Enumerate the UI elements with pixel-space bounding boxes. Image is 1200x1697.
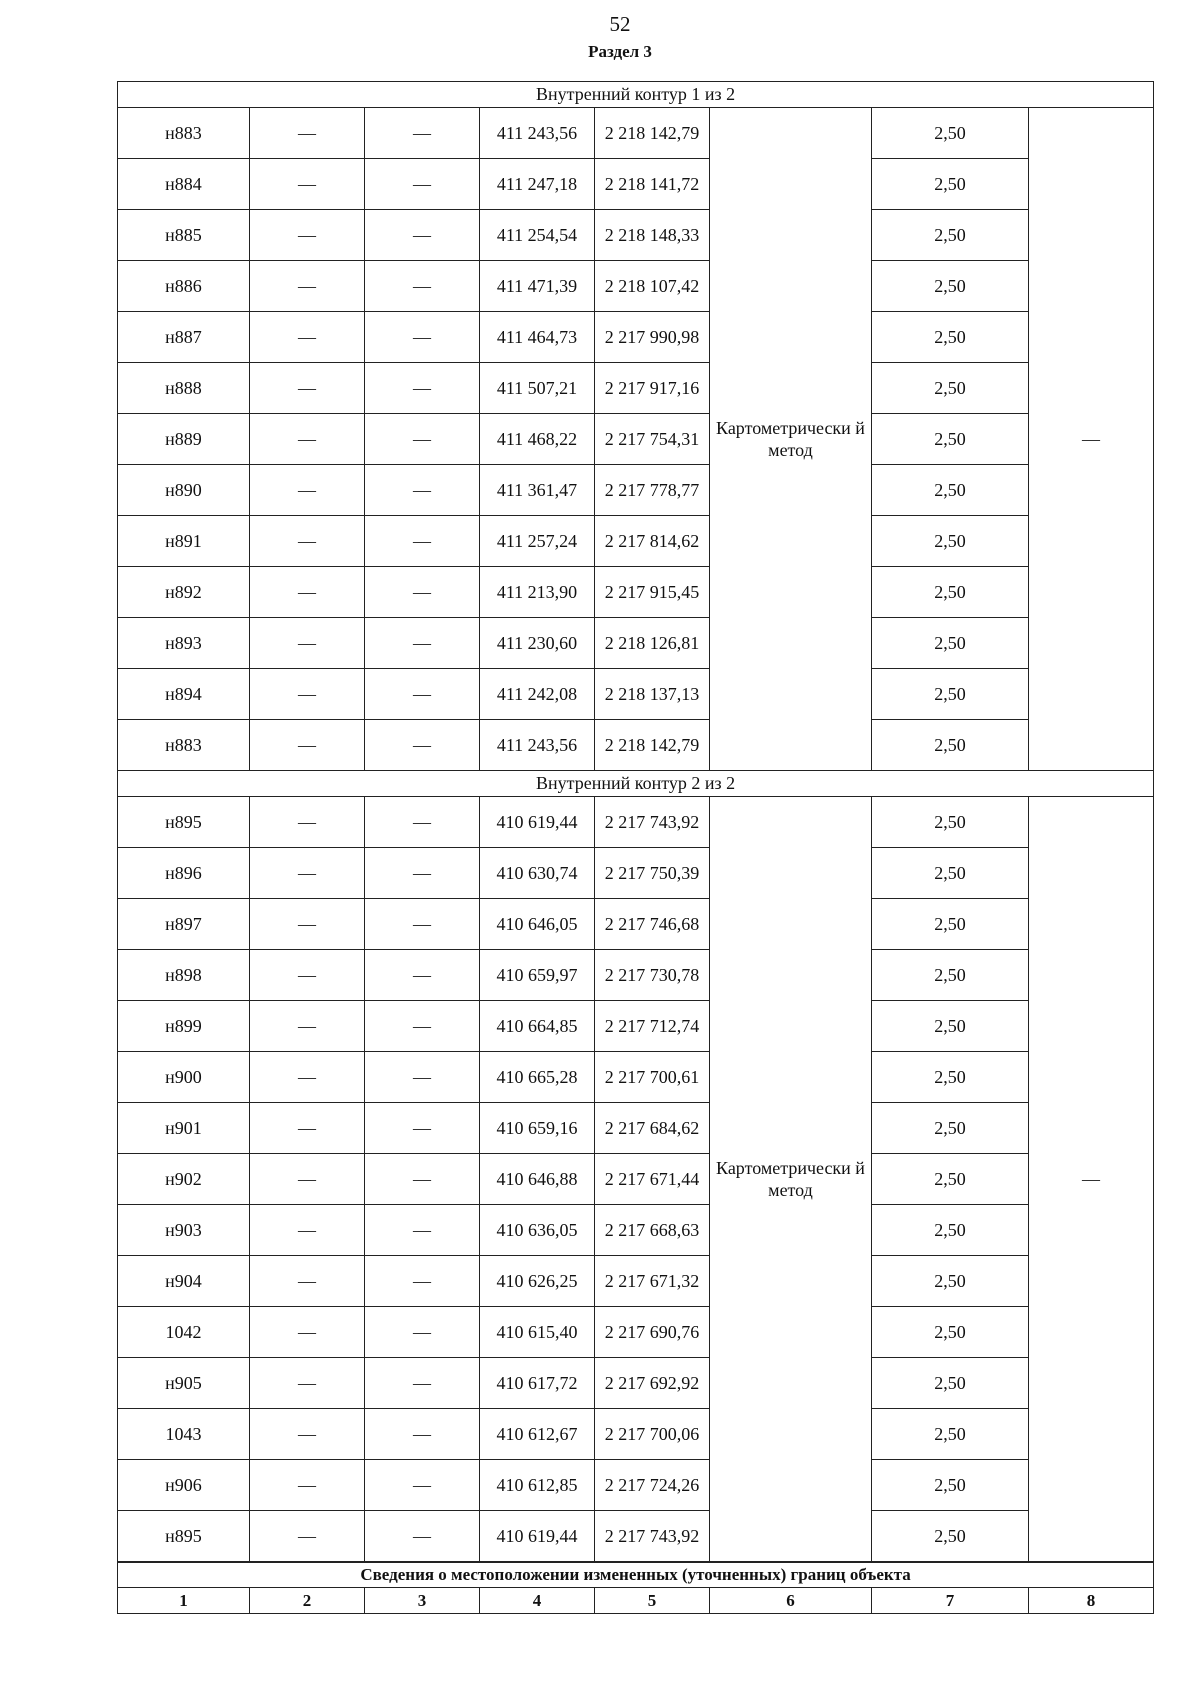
column-2-cell: —	[250, 720, 365, 771]
point-id-cell: н889	[118, 414, 250, 465]
point-id-cell: 1043	[118, 1409, 250, 1460]
y-coordinate-cell: 2 218 141,72	[595, 159, 710, 210]
column-number-cell: 2	[250, 1588, 365, 1614]
x-coordinate-cell: 411 471,39	[480, 261, 595, 312]
column-2-cell: —	[250, 1460, 365, 1511]
point-id-cell: н888	[118, 363, 250, 414]
table-row	[118, 516, 1154, 567]
point-id-cell: н886	[118, 261, 250, 312]
column-2-cell: —	[250, 567, 365, 618]
point-id-cell: н896	[118, 848, 250, 899]
column-2-cell: —	[250, 414, 365, 465]
column-3-cell: —	[365, 899, 480, 950]
y-coordinate-cell: 2 218 126,81	[595, 618, 710, 669]
contour-header-row	[118, 771, 1154, 797]
column-2-cell: —	[250, 516, 365, 567]
point-id-cell: н900	[118, 1052, 250, 1103]
accuracy-cell: 2,50	[872, 567, 1029, 618]
method-cell: Картометрически й метод	[710, 108, 872, 771]
accuracy-cell: 2,50	[872, 950, 1029, 1001]
x-coordinate-cell: 411 254,54	[480, 210, 595, 261]
x-coordinate-cell: 410 646,05	[480, 899, 595, 950]
column-2-cell: —	[250, 1052, 365, 1103]
accuracy-cell: 2,50	[872, 1154, 1029, 1205]
contour-header-row	[118, 82, 1154, 108]
table-row	[118, 1409, 1154, 1460]
table-row	[118, 720, 1154, 771]
y-coordinate-cell: 2 217 668,63	[595, 1205, 710, 1256]
column-3-cell: —	[365, 465, 480, 516]
column-3-cell: —	[365, 797, 480, 848]
point-id-cell: н904	[118, 1256, 250, 1307]
column-2-cell: —	[250, 261, 365, 312]
column-2-cell: —	[250, 210, 365, 261]
column-3-cell: —	[365, 618, 480, 669]
point-id-cell: н893	[118, 618, 250, 669]
accuracy-cell: 2,50	[872, 1409, 1029, 1460]
table-row	[118, 363, 1154, 414]
column-3-cell: —	[365, 1409, 480, 1460]
column-number-cell: 1	[118, 1588, 250, 1614]
table-row	[118, 899, 1154, 950]
column-2-cell: —	[250, 1205, 365, 1256]
column-3-cell: —	[365, 848, 480, 899]
accuracy-cell: 2,50	[872, 312, 1029, 363]
accuracy-cell: 2,50	[872, 669, 1029, 720]
y-coordinate-cell: 2 217 700,06	[595, 1409, 710, 1460]
accuracy-cell: 2,50	[872, 1205, 1029, 1256]
contour-label: Внутренний контур 1 из 2	[118, 82, 1154, 108]
y-coordinate-cell: 2 217 915,45	[595, 567, 710, 618]
column-2-cell: —	[250, 1358, 365, 1409]
column-3-cell: —	[365, 1052, 480, 1103]
y-coordinate-cell: 2 217 990,98	[595, 312, 710, 363]
point-id-cell: 1042	[118, 1307, 250, 1358]
accuracy-cell: 2,50	[872, 516, 1029, 567]
x-coordinate-cell: 411 464,73	[480, 312, 595, 363]
y-coordinate-cell: 2 217 692,92	[595, 1358, 710, 1409]
column-3-cell: —	[365, 1511, 480, 1563]
column-3-cell: —	[365, 1154, 480, 1205]
point-id-cell: н887	[118, 312, 250, 363]
column-3-cell: —	[365, 567, 480, 618]
column-2-cell: —	[250, 1103, 365, 1154]
x-coordinate-cell: 411 507,21	[480, 363, 595, 414]
column-numbers-row	[118, 1588, 1154, 1614]
column-3-cell: —	[365, 312, 480, 363]
y-coordinate-cell: 2 217 724,26	[595, 1460, 710, 1511]
point-id-cell: н897	[118, 899, 250, 950]
y-coordinate-cell: 2 217 671,32	[595, 1256, 710, 1307]
y-coordinate-cell: 2 218 142,79	[595, 108, 710, 159]
accuracy-cell: 2,50	[872, 1460, 1029, 1511]
x-coordinate-cell: 410 665,28	[480, 1052, 595, 1103]
x-coordinate-cell: 411 213,90	[480, 567, 595, 618]
table-row	[118, 465, 1154, 516]
point-id-cell: н901	[118, 1103, 250, 1154]
column-2-cell: —	[250, 312, 365, 363]
y-coordinate-cell: 2 217 671,44	[595, 1154, 710, 1205]
accuracy-cell: 2,50	[872, 210, 1029, 261]
column-3-cell: —	[365, 414, 480, 465]
table-row	[118, 950, 1154, 1001]
column-3-cell: —	[365, 1001, 480, 1052]
column-2-cell: —	[250, 669, 365, 720]
point-id-cell: н885	[118, 210, 250, 261]
y-coordinate-cell: 2 217 712,74	[595, 1001, 710, 1052]
column-2-cell: —	[250, 108, 365, 159]
x-coordinate-cell: 411 243,56	[480, 108, 595, 159]
accuracy-cell: 2,50	[872, 159, 1029, 210]
x-coordinate-cell: 411 230,60	[480, 618, 595, 669]
y-coordinate-cell: 2 217 743,92	[595, 797, 710, 848]
x-coordinate-cell: 410 659,16	[480, 1103, 595, 1154]
table-row	[118, 1307, 1154, 1358]
table-row	[118, 108, 1154, 159]
x-coordinate-cell: 411 257,24	[480, 516, 595, 567]
column-3-cell: —	[365, 1103, 480, 1154]
y-coordinate-cell: 2 217 700,61	[595, 1052, 710, 1103]
x-coordinate-cell: 410 612,85	[480, 1460, 595, 1511]
point-id-cell: н905	[118, 1358, 250, 1409]
x-coordinate-cell: 410 626,25	[480, 1256, 595, 1307]
x-coordinate-cell: 411 247,18	[480, 159, 595, 210]
table-row	[118, 261, 1154, 312]
column-3-cell: —	[365, 108, 480, 159]
point-id-cell: н898	[118, 950, 250, 1001]
column-2-cell: —	[250, 465, 365, 516]
y-coordinate-cell: 2 217 754,31	[595, 414, 710, 465]
column-number-cell: 8	[1029, 1588, 1154, 1614]
table-row	[118, 159, 1154, 210]
x-coordinate-cell: 410 646,88	[480, 1154, 595, 1205]
table-row	[118, 1256, 1154, 1307]
accuracy-cell: 2,50	[872, 618, 1029, 669]
column-3-cell: —	[365, 1307, 480, 1358]
point-id-cell: н894	[118, 669, 250, 720]
column-2-cell: —	[250, 1256, 365, 1307]
accuracy-cell: 2,50	[872, 414, 1029, 465]
point-id-cell: н903	[118, 1205, 250, 1256]
column-3-cell: —	[365, 669, 480, 720]
x-coordinate-cell: 411 242,08	[480, 669, 595, 720]
y-coordinate-cell: 2 217 750,39	[595, 848, 710, 899]
column-3-cell: —	[365, 1205, 480, 1256]
method-cell: Картометрически й метод	[710, 797, 872, 1563]
point-id-cell: н902	[118, 1154, 250, 1205]
y-coordinate-cell: 2 217 917,16	[595, 363, 710, 414]
table-row	[118, 1358, 1154, 1409]
column-3-cell: —	[365, 720, 480, 771]
column-2-cell: —	[250, 1409, 365, 1460]
column-2-cell: —	[250, 1511, 365, 1563]
x-coordinate-cell: 410 659,97	[480, 950, 595, 1001]
column-number-cell: 3	[365, 1588, 480, 1614]
x-coordinate-cell: 410 615,40	[480, 1307, 595, 1358]
x-coordinate-cell: 411 468,22	[480, 414, 595, 465]
column-3-cell: —	[365, 1358, 480, 1409]
table-row	[118, 1154, 1154, 1205]
column-2-cell: —	[250, 1001, 365, 1052]
y-coordinate-cell: 2 218 107,42	[595, 261, 710, 312]
y-coordinate-cell: 2 217 746,68	[595, 899, 710, 950]
table-row	[118, 1460, 1154, 1511]
x-coordinate-cell: 410 664,85	[480, 1001, 595, 1052]
column-2-cell: —	[250, 797, 365, 848]
x-coordinate-cell: 410 612,67	[480, 1409, 595, 1460]
column-3-cell: —	[365, 210, 480, 261]
point-id-cell: н884	[118, 159, 250, 210]
column-8-cell: —	[1029, 797, 1154, 1563]
section-title: Раздел 3	[588, 42, 652, 61]
page-number: 52	[609, 12, 631, 36]
column-number-cell: 5	[595, 1588, 710, 1614]
x-coordinate-cell: 410 630,74	[480, 848, 595, 899]
y-coordinate-cell: 2 217 690,76	[595, 1307, 710, 1358]
x-coordinate-cell: 411 243,56	[480, 720, 595, 771]
y-coordinate-cell: 2 218 137,13	[595, 669, 710, 720]
column-3-cell: —	[365, 261, 480, 312]
y-coordinate-cell: 2 217 684,62	[595, 1103, 710, 1154]
point-id-cell: н883	[118, 720, 250, 771]
y-coordinate-cell: 2 217 778,77	[595, 465, 710, 516]
table-row	[118, 414, 1154, 465]
column-2-cell: —	[250, 159, 365, 210]
table-row	[118, 210, 1154, 261]
point-id-cell: н906	[118, 1460, 250, 1511]
summary-title-row	[118, 1562, 1154, 1588]
y-coordinate-cell: 2 217 743,92	[595, 1511, 710, 1563]
point-id-cell: н883	[118, 108, 250, 159]
table-row	[118, 1205, 1154, 1256]
y-coordinate-cell: 2 218 148,33	[595, 210, 710, 261]
summary-title: Сведения о местоположении измененных (уточненных) границ объекта	[118, 1562, 1154, 1588]
point-id-cell: н891	[118, 516, 250, 567]
column-2-cell: —	[250, 618, 365, 669]
table-row	[118, 1103, 1154, 1154]
accuracy-cell: 2,50	[872, 261, 1029, 312]
point-id-cell: н899	[118, 1001, 250, 1052]
accuracy-cell: 2,50	[872, 465, 1029, 516]
x-coordinate-cell: 410 619,44	[480, 1511, 595, 1563]
contour-label: Внутренний контур 2 из 2	[118, 771, 1154, 797]
column-2-cell: —	[250, 950, 365, 1001]
x-coordinate-cell: 410 617,72	[480, 1358, 595, 1409]
table-row	[118, 797, 1154, 848]
accuracy-cell: 2,50	[872, 899, 1029, 950]
point-id-cell: н895	[118, 797, 250, 848]
column-2-cell: —	[250, 363, 365, 414]
table-row	[118, 669, 1154, 720]
table-row	[118, 312, 1154, 363]
column-3-cell: —	[365, 516, 480, 567]
column-number-cell: 7	[872, 1588, 1029, 1614]
coordinates-table	[117, 81, 1154, 1614]
accuracy-cell: 2,50	[872, 797, 1029, 848]
accuracy-cell: 2,50	[872, 108, 1029, 159]
column-2-cell: —	[250, 1307, 365, 1358]
accuracy-cell: 2,50	[872, 1103, 1029, 1154]
accuracy-cell: 2,50	[872, 1307, 1029, 1358]
x-coordinate-cell: 410 636,05	[480, 1205, 595, 1256]
table-row	[118, 848, 1154, 899]
y-coordinate-cell: 2 217 730,78	[595, 950, 710, 1001]
column-number-cell: 4	[480, 1588, 595, 1614]
table-row	[118, 1511, 1154, 1563]
accuracy-cell: 2,50	[872, 1358, 1029, 1409]
x-coordinate-cell: 410 619,44	[480, 797, 595, 848]
column-2-cell: —	[250, 1154, 365, 1205]
column-3-cell: —	[365, 950, 480, 1001]
column-3-cell: —	[365, 1256, 480, 1307]
accuracy-cell: 2,50	[872, 1256, 1029, 1307]
table-row	[118, 618, 1154, 669]
accuracy-cell: 2,50	[872, 1052, 1029, 1103]
y-coordinate-cell: 2 217 814,62	[595, 516, 710, 567]
point-id-cell: н892	[118, 567, 250, 618]
column-8-cell: —	[1029, 108, 1154, 771]
column-2-cell: —	[250, 899, 365, 950]
column-3-cell: —	[365, 1460, 480, 1511]
table-row	[118, 1052, 1154, 1103]
column-3-cell: —	[365, 363, 480, 414]
accuracy-cell: 2,50	[872, 1511, 1029, 1563]
table-row	[118, 1001, 1154, 1052]
accuracy-cell: 2,50	[872, 1001, 1029, 1052]
x-coordinate-cell: 411 361,47	[480, 465, 595, 516]
column-2-cell: —	[250, 848, 365, 899]
table-row	[118, 567, 1154, 618]
y-coordinate-cell: 2 218 142,79	[595, 720, 710, 771]
column-number-cell: 6	[710, 1588, 872, 1614]
accuracy-cell: 2,50	[872, 848, 1029, 899]
point-id-cell: н890	[118, 465, 250, 516]
accuracy-cell: 2,50	[872, 363, 1029, 414]
point-id-cell: н895	[118, 1511, 250, 1563]
accuracy-cell: 2,50	[872, 720, 1029, 771]
column-3-cell: —	[365, 159, 480, 210]
